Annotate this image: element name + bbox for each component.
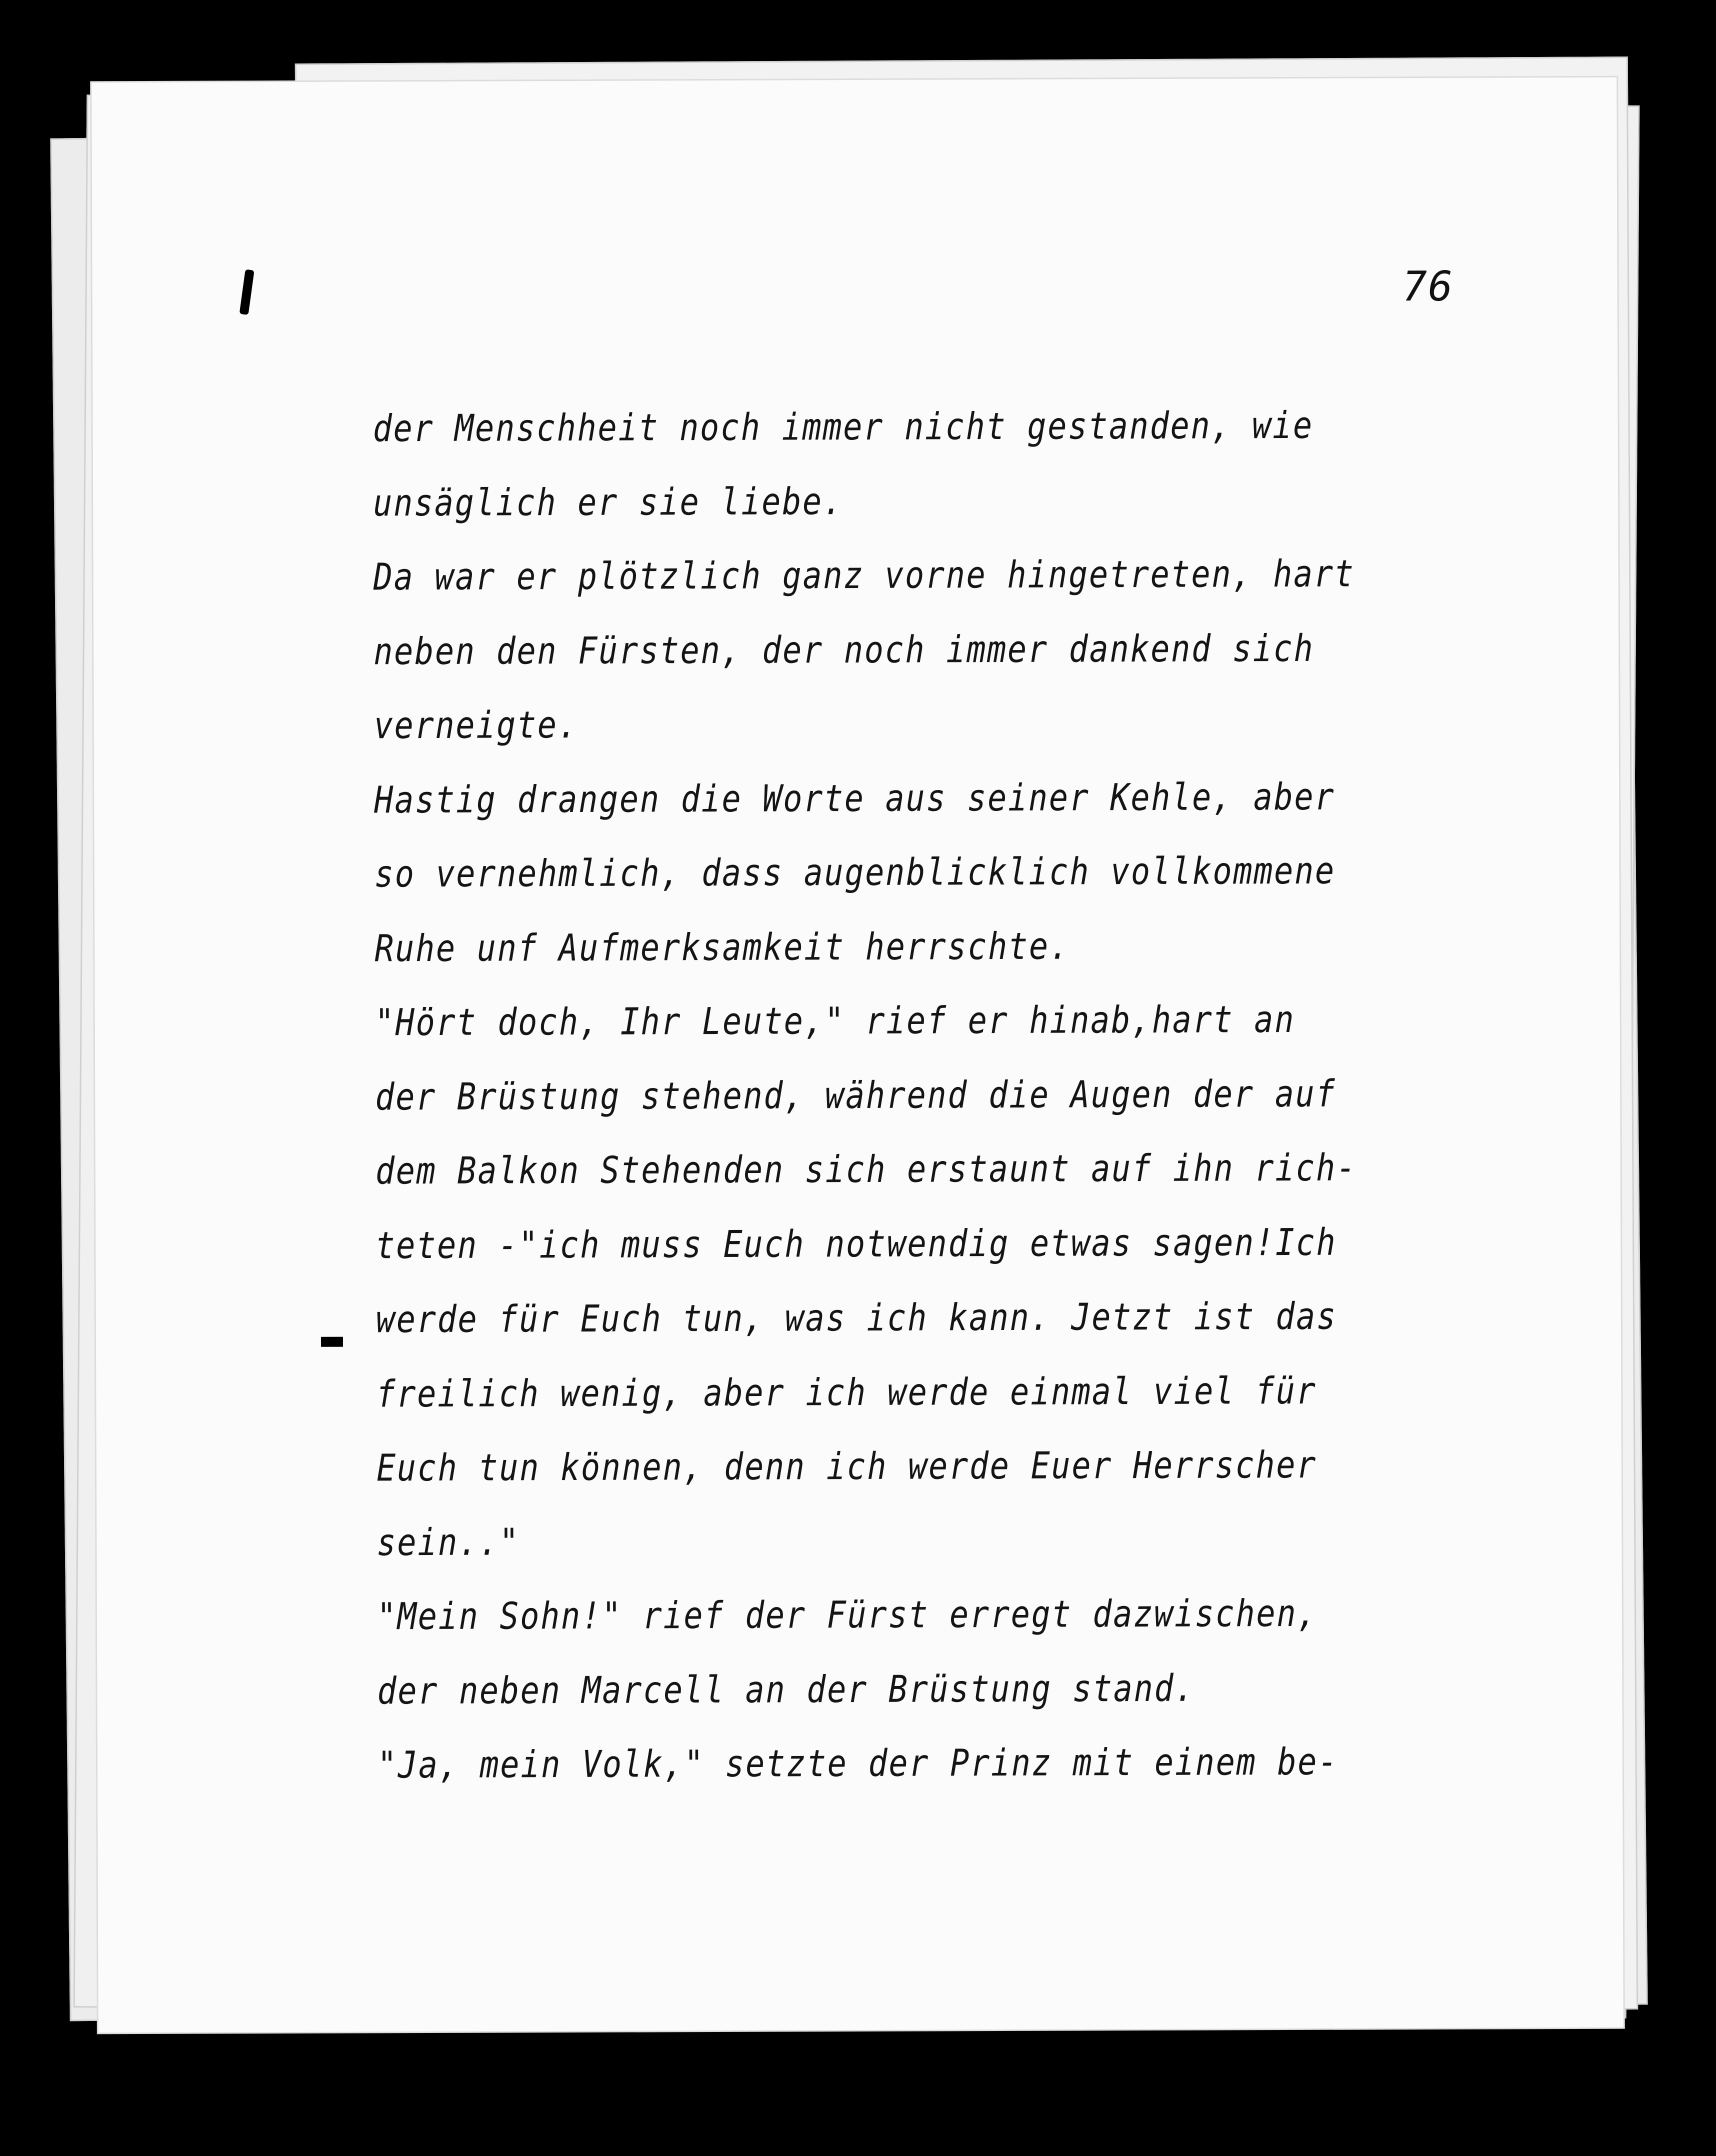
typewritten-page	[92, 78, 1624, 2033]
text-line: unsäglich er sie liebe.	[372, 480, 844, 524]
text-line: Da war er plötzlich ganz vorne hingetreten, hart	[373, 552, 1355, 599]
text-line: Euch tun können, denn ich werde Euer Herrscher	[376, 1443, 1318, 1490]
text-line: so vernehmlich, dass augenblicklich vollkommene	[374, 849, 1336, 896]
text-line: teten -"ich muss Euch notwendig etwas sagen!Ich	[376, 1220, 1337, 1267]
body-text	[372, 388, 1618, 1802]
text-line: sein.."	[376, 1520, 520, 1564]
margin-ink-dash	[321, 1337, 343, 1347]
text-line: "Mein Sohn!" rief der Fürst erregt dazwischen,	[376, 1592, 1318, 1638]
text-line: Ruhe unf Aufmerksamkeit herrschte.	[374, 924, 1070, 970]
text-line: der Menschheit noch immer nicht gestanden, wie	[372, 404, 1314, 450]
text-line: der Brüstung stehend, während die Augen der auf	[375, 1072, 1336, 1118]
text-line: der neben Marcell an der Brüstung stand.	[377, 1666, 1196, 1712]
margin-ink-mark	[240, 269, 254, 315]
text-line: "Hört doch, Ihr Leute," rief er hinab,hart an	[374, 998, 1296, 1044]
text-line: dem Balkon Stehenden sich erstaunt auf ihn rich-	[375, 1146, 1357, 1193]
text-line: werde für Euch tun, was ich kann. Jetzt ist das	[376, 1294, 1338, 1342]
text-line: "Ja, mein Volk," setzte der Prinz mit einem be-	[377, 1740, 1339, 1787]
text-line: freilich wenig, aber ich werde einmal viel für	[376, 1369, 1317, 1416]
text-line: verneigte.	[374, 703, 578, 748]
text-line: Hastig drangen die Worte aus seiner Kehle, aber	[374, 775, 1336, 822]
page-number: 76	[1402, 262, 1454, 311]
text-line: neben den Fürsten, der noch immer dankend sich	[374, 626, 1314, 673]
